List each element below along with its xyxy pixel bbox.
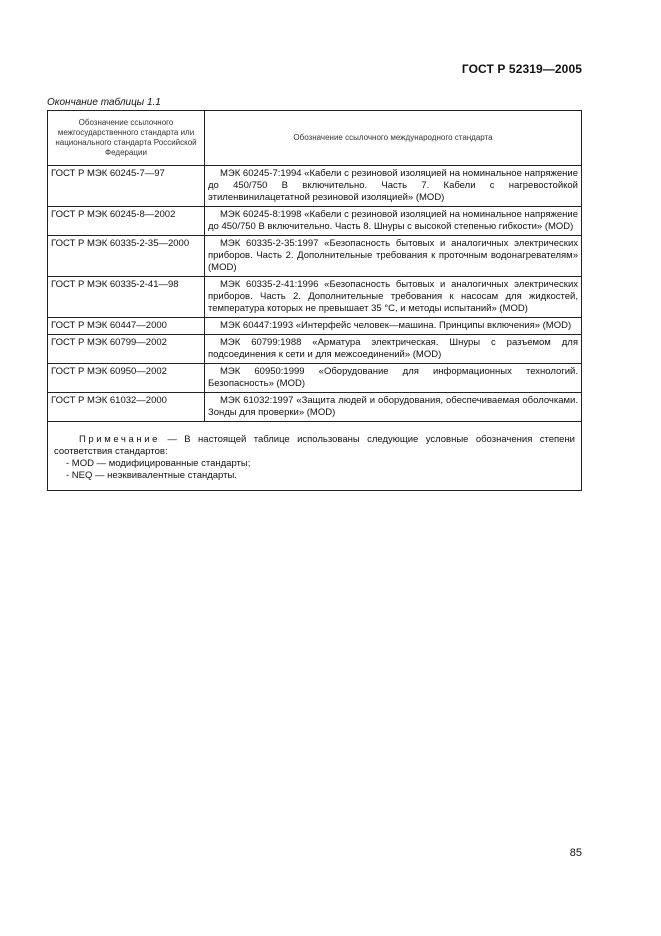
- national-standard-cell: ГОСТ Р МЭК 60335-2-35—2000: [48, 236, 205, 277]
- table-note-cell: [48, 422, 582, 491]
- table-note-row: [48, 422, 582, 491]
- national-standard-cell: ГОСТ Р МЭК 60950—2002: [48, 364, 205, 393]
- national-standard-cell: ГОСТ Р МЭК 60799—2002: [48, 335, 205, 364]
- international-standard-cell: МЭК 60447:1993 «Интерфейс человек—машина. Принципы включения» (MOD): [205, 318, 582, 335]
- note-text: — В настоящей таблице использованы следующие условные обозначения степени соответствия стандартов:: [54, 434, 575, 457]
- national-standard-cell: ГОСТ Р МЭК 60245-7—97: [48, 166, 205, 207]
- table-caption: Окончание таблицы 1.1: [47, 97, 161, 108]
- note-list: [54, 458, 575, 482]
- international-standard-cell: МЭК 60245-8:1998 «Кабели с резиновой изоляцией на номинальное напряжение до 450/750 В включительно. Часть 8. Шнуры с высокой степенью гибкости» (MOD): [205, 207, 582, 236]
- national-standard-cell: ГОСТ Р МЭК 60335-2-41—98: [48, 277, 205, 318]
- note-item-neq: - NEQ — неэквивалентные стандарты.: [66, 470, 237, 481]
- reference-standards-table: [47, 110, 582, 491]
- table-row: [48, 335, 582, 364]
- table-row: [48, 364, 582, 393]
- international-standard-cell: МЭК 61032:1997 «Защита людей и оборудования, обеспечиваемая оболочками. Зонды для проверки» (MOD): [205, 393, 582, 422]
- header-international-standard: Обозначение ссылочного международного стандарта: [205, 111, 582, 166]
- table-row: [48, 207, 582, 236]
- page-number: 85: [569, 847, 582, 859]
- document-code: ГОСТ Р 52319—2005: [461, 62, 582, 76]
- note-paragraph: [54, 434, 575, 458]
- table-header-row: [48, 111, 582, 166]
- table-row: [48, 393, 582, 422]
- table-row: [48, 277, 582, 318]
- national-standard-cell: ГОСТ Р МЭК 60447—2000: [48, 318, 205, 335]
- table-row: [48, 318, 582, 335]
- international-standard-cell: МЭК 60335-2-35:1997 «Безопасность бытовых и аналогичных электрических приборов. Часть 2. Дополнительные требования к проточным водонагревателям» (MOD): [205, 236, 582, 277]
- international-standard-cell: МЭК 60950:1999 «Оборудование для информационных технологий. Безопасность» (MOD): [205, 364, 582, 393]
- header-national-standard: Обозначение ссылочного межгосударственного стандарта или национального стандарта Российской Федерации: [48, 111, 205, 166]
- international-standard-cell: МЭК 60799:1988 «Арматура электрическая. Шнуры с разъемом для подсоединения к сети и для межсоединений» (MOD): [205, 335, 582, 364]
- note-label: Примечание: [79, 434, 160, 445]
- national-standard-cell: ГОСТ Р МЭК 60245-8—2002: [48, 207, 205, 236]
- note-item-mod: - MOD — модифицированные стандарты;: [66, 458, 251, 469]
- national-standard-cell: ГОСТ Р МЭК 61032—2000: [48, 393, 205, 422]
- international-standard-cell: МЭК 60245-7:1994 «Кабели с резиновой изоляцией на номинальное напряжение до 450/750 В включительно. Часть 7. Кабели с нагревостойкой этиленвинилацетатной резиновой изоляцией» (MOD): [205, 166, 582, 207]
- international-standard-cell: МЭК 60335-2-41:1996 «Безопасность бытовых и аналогичных электрических приборов. Часть 2. Дополнительные требования к насосам для жидкостей, температура которых не превышает 35 °С, и методы испытаний» (MOD): [205, 277, 582, 318]
- table-row: [48, 236, 582, 277]
- table-row: [48, 166, 582, 207]
